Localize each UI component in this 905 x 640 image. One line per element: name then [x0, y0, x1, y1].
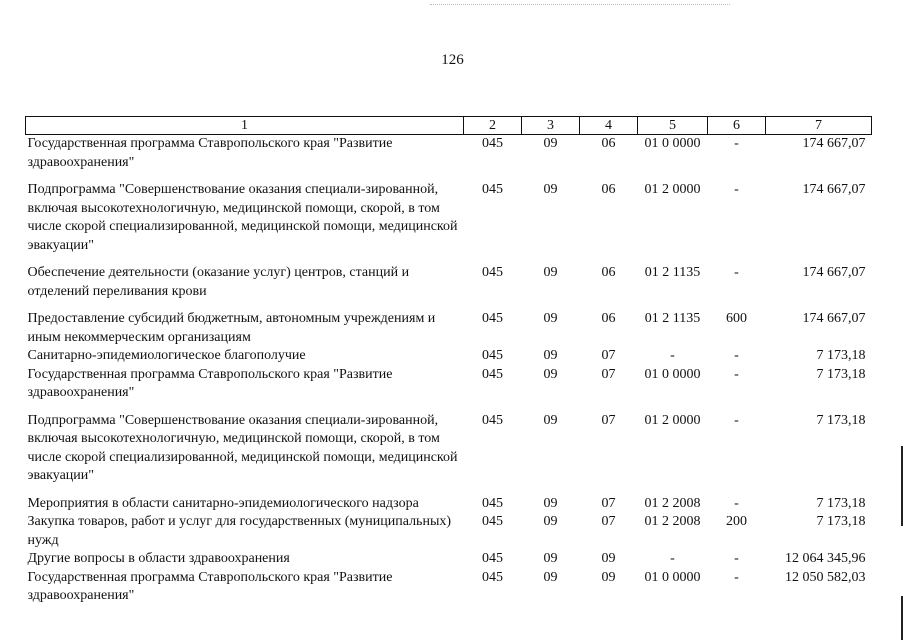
scan-edge-mark [901, 446, 903, 526]
row-section-code: 09 [543, 311, 558, 326]
row-expense-type: - [734, 136, 739, 151]
table-row [26, 403, 872, 486]
row-section-code: 09 [543, 348, 558, 363]
row-name: Предоставление субсидий бюджетным, автономным учреждениям и иным некоммерческим организациям [27, 311, 436, 345]
row-subsection-code: 09 [601, 569, 616, 585]
header-col-1: 1 [26, 117, 464, 135]
row-expense-type: - [734, 366, 739, 382]
row-target-code: - [670, 551, 675, 566]
row-amount: 174 667,07 [802, 182, 866, 197]
table-row [26, 301, 872, 347]
scan-edge-mark [901, 596, 903, 640]
row-ministry-code: 045 [482, 136, 503, 151]
table-row [26, 135, 872, 173]
row-target-code: 01 2 2008 [644, 495, 701, 511]
row-expense-type: 200 [726, 514, 747, 529]
row-ministry-code: 045 [482, 265, 503, 280]
row-name: Государственная программа Ставропольского края "Развитие здравоохранения" [27, 366, 393, 400]
row-subsection-code: 09 [601, 551, 616, 566]
table-row [26, 569, 872, 606]
header-col-6: 6 [708, 117, 766, 135]
row-amount: 174 667,07 [802, 265, 866, 280]
row-section-code: 09 [543, 495, 558, 511]
row-name: Государственная программа Ставропольского края "Развитие здравоохранения" [27, 136, 393, 170]
row-expense-type: - [734, 495, 739, 511]
row-target-code: 01 2 1135 [644, 265, 701, 280]
row-amount: 174 667,07 [802, 311, 866, 326]
row-ministry-code: 045 [482, 495, 503, 511]
row-section-code: 09 [543, 366, 558, 382]
row-amount: 174 667,07 [802, 136, 866, 151]
row-target-code: 01 0 0000 [644, 569, 701, 585]
row-subsection-code: 07 [601, 495, 616, 511]
row-name: Подпрограмма "Совершенствование оказания специали-зированной, включая высокотехнологичную, медицинской помощи, скорой, в том числе скорой специализированной, медицинской помощи, медицинской эвакуации" [27, 182, 458, 253]
row-section-code: 09 [543, 412, 558, 428]
header-col-4: 4 [580, 117, 638, 135]
row-subsection-code: 06 [601, 182, 616, 197]
row-ministry-code: 045 [482, 311, 503, 326]
row-amount: 7 173,18 [816, 514, 866, 529]
row-name: Подпрограмма "Совершенствование оказания специали-зированной, включая высокотехнологичную, медицинской помощи, скорой, в том числе скорой специализированной, медицинской помощи, медицинской эвакуации" [27, 412, 458, 483]
row-name: Государственная программа Ставропольского края "Развитие здравоохранения" [27, 569, 393, 603]
row-subsection-code: 06 [601, 265, 616, 280]
row-target-code: 01 2 1135 [644, 311, 701, 326]
row-target-code: 01 2 0000 [644, 182, 701, 197]
row-amount: 7 173,18 [816, 412, 866, 428]
row-section-code: 09 [543, 182, 558, 197]
header-col-2: 2 [464, 117, 522, 135]
row-section-code: 09 [543, 569, 558, 585]
row-ministry-code: 045 [482, 569, 503, 585]
row-ministry-code: 045 [482, 514, 503, 529]
row-expense-type: - [734, 182, 739, 197]
table-row [26, 366, 872, 403]
row-ministry-code: 045 [482, 366, 503, 382]
row-expense-type: 600 [726, 311, 747, 326]
budget-table [25, 116, 872, 606]
header-col-3: 3 [522, 117, 580, 135]
row-name: Другие вопросы в области здравоохранения [27, 551, 290, 566]
row-name: Мероприятия в области санитарно-эпидемиологического надзора [27, 495, 419, 511]
row-expense-type: - [734, 348, 739, 363]
row-ministry-code: 045 [482, 412, 503, 428]
row-section-code: 09 [543, 551, 558, 566]
row-section-code: 09 [543, 514, 558, 529]
header-col-7: 7 [766, 117, 872, 135]
table-row [26, 486, 872, 514]
row-subsection-code: 07 [601, 348, 616, 363]
row-section-code: 09 [543, 265, 558, 280]
row-expense-type: - [734, 569, 739, 585]
table-row [26, 550, 872, 569]
row-name: Санитарно-эпидемиологическое благополучие [27, 348, 306, 363]
row-subsection-code: 07 [601, 412, 616, 428]
row-subsection-code: 06 [601, 311, 616, 326]
row-expense-type: - [734, 265, 739, 280]
row-target-code: 01 2 2008 [644, 514, 701, 529]
page-number: 126 [441, 52, 464, 68]
row-ministry-code: 045 [482, 182, 503, 197]
row-ministry-code: 045 [482, 348, 503, 363]
row-target-code: 01 0 0000 [644, 366, 701, 382]
row-amount: 7 173,18 [816, 495, 866, 511]
table-row [26, 255, 872, 301]
row-ministry-code: 045 [482, 551, 503, 566]
row-amount: 7 173,18 [816, 348, 866, 363]
table-row [26, 513, 872, 550]
row-target-code: 01 0 0000 [644, 136, 701, 151]
row-section-code: 09 [543, 136, 558, 151]
row-subsection-code: 06 [601, 136, 616, 151]
row-target-code: 01 2 0000 [644, 412, 701, 428]
table-header-row [26, 117, 872, 135]
row-name: Закупка товаров, работ и услуг для государственных (муниципальных) нужд [27, 514, 452, 548]
row-subsection-code: 07 [601, 366, 616, 382]
row-amount: 12 064 345,96 [785, 551, 866, 566]
row-amount: 7 173,18 [816, 366, 866, 382]
table-row [26, 172, 872, 255]
row-expense-type: - [734, 412, 739, 428]
scan-artifact [430, 4, 730, 7]
row-amount: 12 050 582,03 [785, 569, 866, 585]
row-expense-type: - [734, 551, 739, 566]
row-subsection-code: 07 [601, 514, 616, 529]
row-name: Обеспечение деятельности (оказание услуг) центров, станций и отделений переливания крови [27, 265, 410, 299]
table-row [26, 347, 872, 366]
row-target-code: - [670, 348, 675, 363]
header-col-5: 5 [638, 117, 708, 135]
